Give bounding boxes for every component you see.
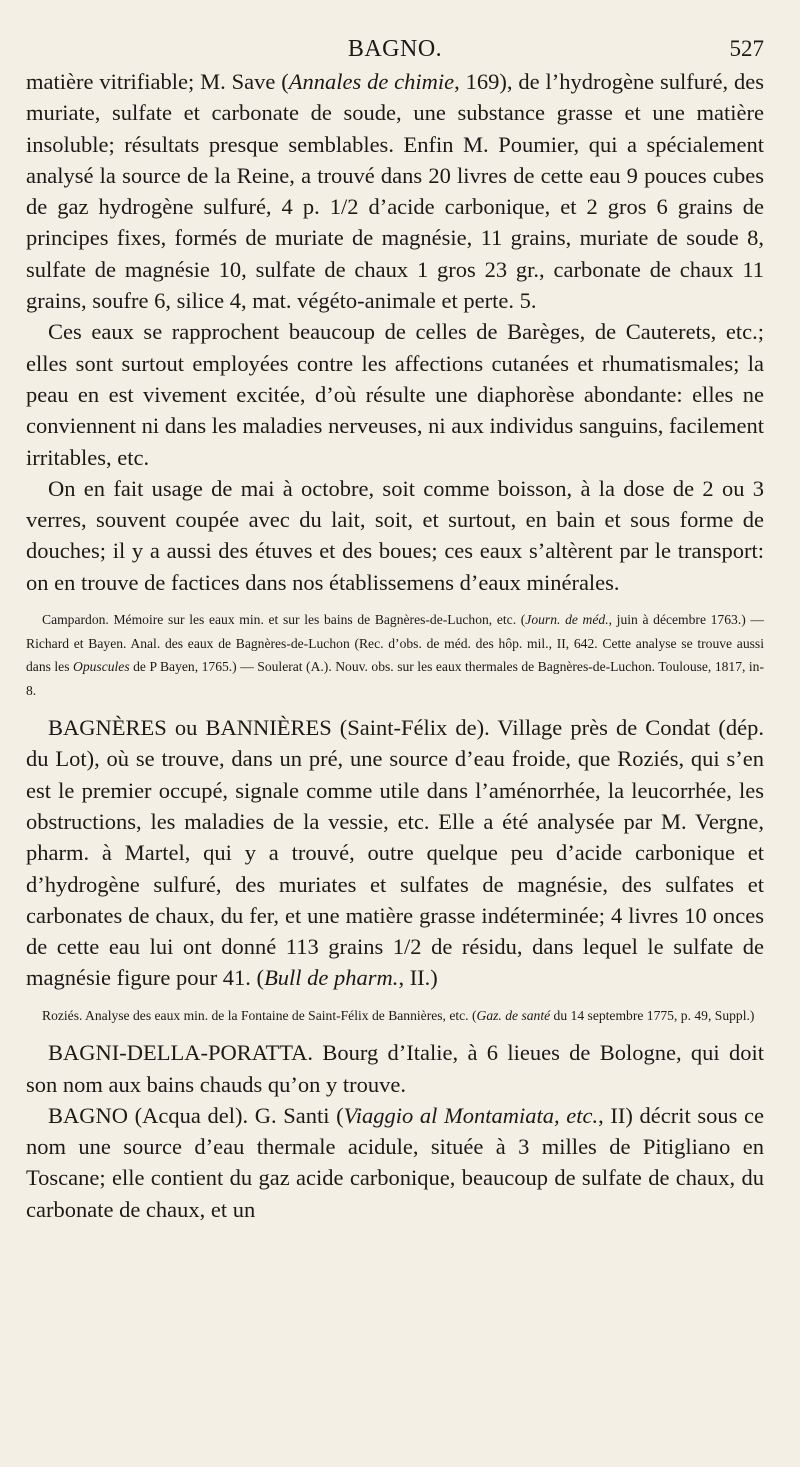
bibliography-luchon: [26, 608, 764, 702]
ref1-journal: Journ. de méd.: [525, 612, 609, 628]
ref1-part-c: de P Bayen, 1765.) — Soulerat (A.). Nouv. obs. sur les eaux thermales de Bagnères-de-Luchon. Toulouse, 1817, in-8.: [26, 659, 764, 698]
ref1-part-b: , juin à décembre 1763.) — Richard et Bayen. Anal. des eaux de Bagnères-de-Luchon (Rec. d’obs. de méd. des hôp. mil., II, 642. Cette analyse se trouve aussi dans les: [26, 612, 764, 675]
text-block: [26, 66, 764, 1225]
entry-bagno: [26, 1100, 764, 1225]
bibliography-rozies: [26, 1004, 764, 1028]
ref2-journal: Gaz. de santé: [476, 1007, 551, 1023]
entry-bagneres-citation: Bull de pharm.: [264, 965, 399, 991]
entry-bagno-before: BAGNO (Acqua del). G. Santi (: [48, 1102, 344, 1128]
paragraph-effects: Ces eaux se rapprochent beaucoup de celles de Barèges, de Cauterets, etc.; elles sont surtout employées contre les affections cutanées et rhumatismales; la peau en est vivement excitée, d’où résulte une diaphorèse abondante: elles ne conviennent ni dans les maladies nerveuses, ni aux individus sanguins, facilement irritables, etc.: [26, 319, 764, 470]
paragraph-usage: On en fait usage de mai à octobre, soit comme boisson, à la dose de 2 ou 3 verres, souvent coupée avec du lait, soit, et surtout, en bain et sous forme de douches; il y a aussi des étuves et des boues; ces eaux s’altèrent par le transport: on en trouve de factices dans nos établissemens d’eaux minérales.: [26, 475, 764, 595]
entry-bagni-della-poratta: BAGNI-DELLA-PORATTA. Bourg d’Italie, à 6 lieues de Bologne, qui doit son nom aux bains chauds qu’on y trouve.: [26, 1040, 764, 1097]
ref1-part-a: Campardon. Mémoire sur les eaux min. et sur les bains de Bagnères-de-Luchon, etc. (: [42, 612, 526, 628]
ref2-part-a: Roziés. Analyse des eaux min. de la Fontaine de Saint-Félix de Bannières, etc. (: [42, 1007, 477, 1023]
entry-bagno-citation: Viaggio al Montamiata, etc.: [343, 1102, 599, 1128]
entry-bagneres-text: BAGNÈRES ou BANNIÈRES (Saint-Félix de). Village près de Condat (dép. du Lot), où se trouve, dans un pré, une source d’eau froide, que Roziés, qui s’en est le premier occupé, signale comme utile dans l’aménorrhée, la leucorrhée, les obstructions, les maladies de la vessie, etc. Elle a été analysée par M. Vergne, pharm. à Martel, qui y a trouvé, outre quelque peu d’acide carbonique et d’hydrogène sulfuré, des muriates et sulfates de magnésie, des sulfates et carbonates de chaux, du fer, et une matière grasse indéterminée; 4 livres 10 onces de cette eau lui ont donné 113 grains 1/2 de résidu, dans lequel le sulfate de magnésie figure pour 41. (: [26, 715, 764, 991]
entry-bagneres: [26, 712, 764, 994]
ref2-part-b: du 14 septembre 1775, p. 49, Suppl.): [550, 1007, 755, 1023]
paragraph-continuation: [26, 66, 764, 316]
p1-text-after: , 169), de l’hydrogène sulfuré, des muriate, sulfate et carbonate de soude, une substance grasse et une matière insoluble; résultats presque semblables. Enfin M. Poumier, qui a spécialement analysé la source de la Reine, a trouvé dans 20 livres de cette eau 9 pouces cubes de gaz hydrogène sulfuré, 4 p. 1/2 d’acide carbonique, et 2 gros 6 grains de principes fixes, formés de muriate de magnésie, 11 grains, muriate de soude 8, sulfate de magnésie 10, sulfate de chaux 1 gros 23 gr., carbonate de chaux 11 grains, soufre 6, silice 4, mat. végéto-animale et perte. 5.: [26, 69, 764, 314]
entry-bagneres-after: , II.): [398, 965, 438, 991]
entry-bagno-after: , II) décrit sous ce nom une source d’eau thermale acidule, située à 3 milles de Pitigliano en Toscane; elle contient du gaz acide carbonique, beaucoup de sulfate de chaux, du carbonate de chaux, et un: [26, 1102, 764, 1222]
p1-text-before: matière vitrifiable; M. Save (: [26, 69, 289, 94]
running-title: BAGNO.: [347, 36, 443, 62]
ref1-opuscules: Opuscules: [73, 659, 130, 675]
p1-citation-title: Annales de chimie: [288, 69, 455, 94]
running-head: [26, 0, 764, 66]
page-number: 527: [729, 36, 764, 61]
